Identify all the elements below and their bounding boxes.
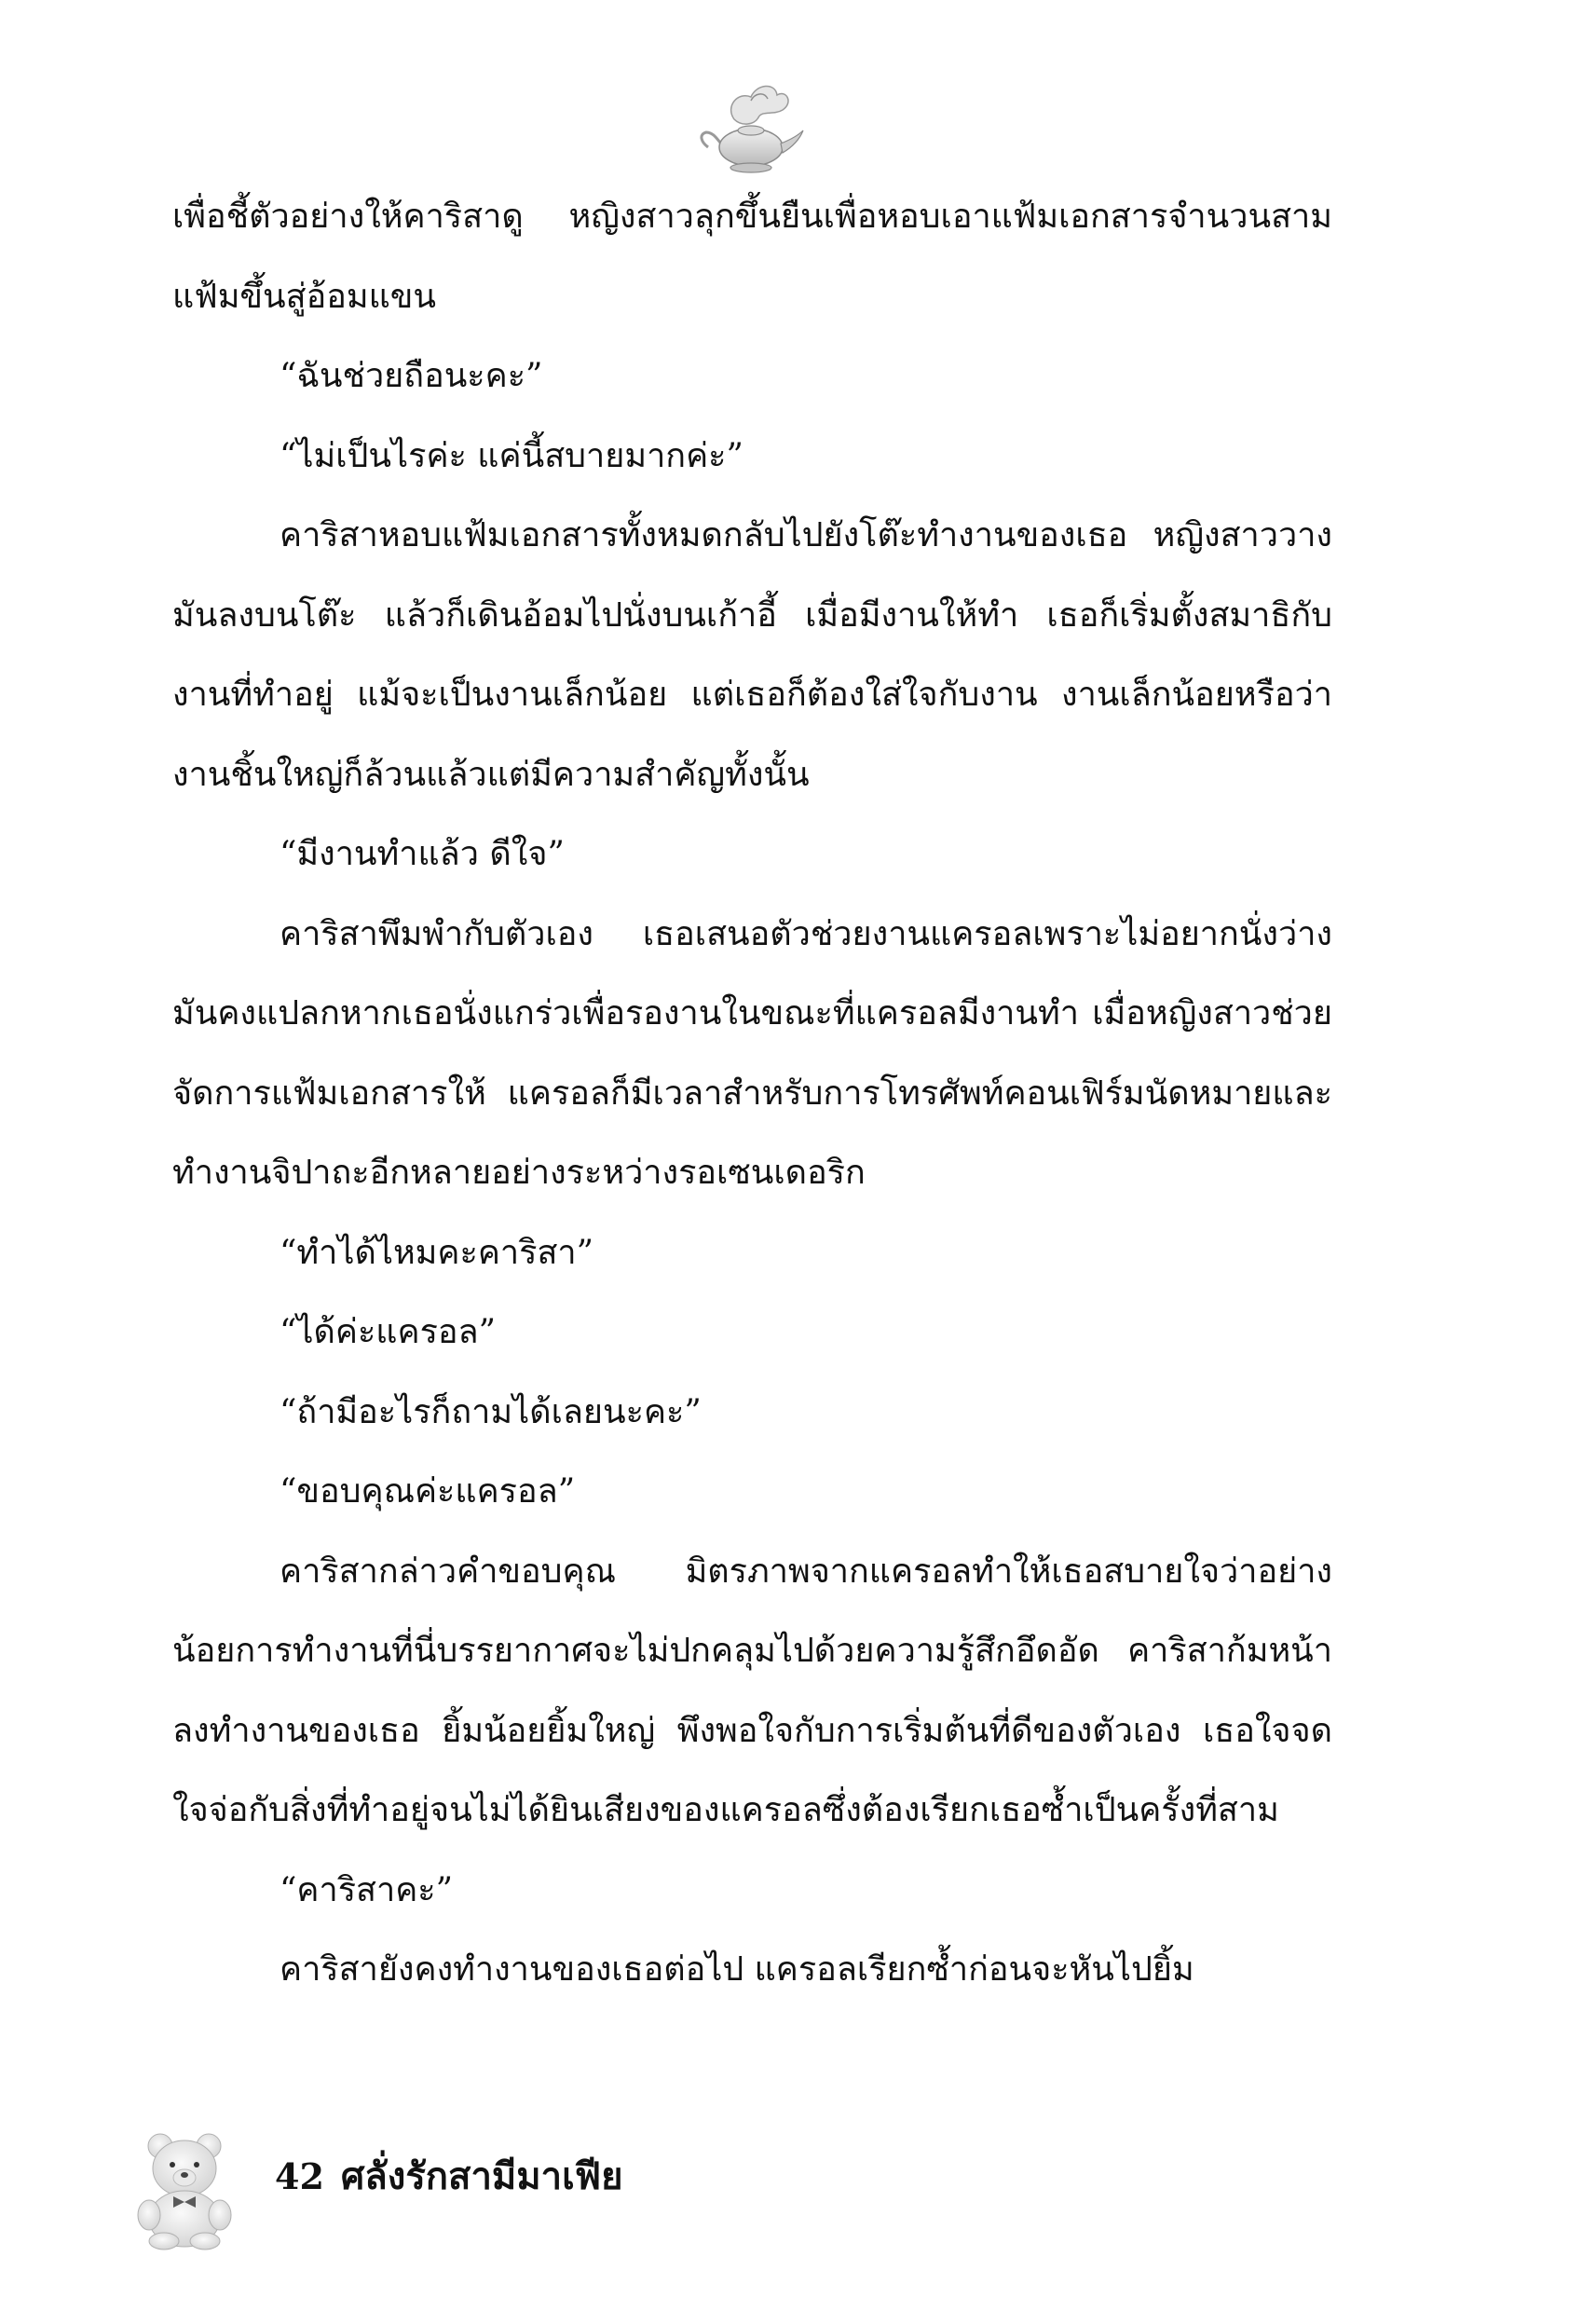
paragraph: เพื่อชี้ตัวอย่างให้คาริสาดู หญิงสาวลุกขึ้นยืนเพื่อหอบเอาแฟ้มเอกสารจำนวนสามแฟ้มขึ้นสู่อ้อมแขน — [172, 198, 1332, 316]
paragraph: “ขอบคุณค่ะแครอล” — [280, 1472, 576, 1511]
paragraph: คาริสากล่าวคำขอบคุณ มิตรภาพจากแครอลทำให้เธอสบายใจว่าอย่างน้อยการทำงานที่นี่บรรยากาศจะไม่ปกคลุมไปด้วยความรู้สึกอึดอัด คาริสาก้มหน้าลงทำงานของเธอ ยิ้มน้อยยิ้มใหญ่ พึงพอใจกับการเริ่มต้นที่ดีของตัวเอง เธอใจจดใจจ่อกับสิ่งที่ทำอยู่จนไม่ได้ยินเสียงของแครอลซึ่งต้องเรียกเธอซ้ำเป็นครั้งที่สาม — [172, 1552, 1332, 1829]
paragraph: “มีงานทำแล้ว ดีใจ” — [280, 835, 565, 873]
book-title: ศลั่งรักสามีมาเฟีย — [340, 2154, 623, 2198]
paragraph: “ฉันช่วยถือนะคะ” — [280, 357, 543, 395]
teapot-genie-icon — [697, 78, 805, 175]
paragraph: คาริสาหอบแฟ้มเอกสารทั้งหมดกลับไปยังโต๊ะทำงานของเธอ หญิงสาววางมันลงบนโต๊ะ แล้วก็เดินอ้อมไปนั่งบนเก้าอี้ เมื่อมีงานให้ทำ เธอก็เริ่มตั้งสมาธิกับงานที่ทำอยู่ แม้จะเป็นงานเล็กน้อย แต่เธอก็ต้องใส่ใจกับงาน งานเล็กน้อยหรือว่างานชิ้นใหญ่ก็ล้วนแล้วแต่มีความสำคัญทั้งนั้น — [172, 516, 1332, 794]
paragraph: คาริสาพึมพำกับตัวเอง เธอเสนอตัวช่วยงานแครอลเพราะไม่อยากนั่งว่าง มันคงแปลกหากเธอนั่งแกร่วเพื่อรองานในขณะที่แครอลมีงานทำ เมื่อหญิงสาวช่วยจัดการแฟ้มเอกสารให้ แครอลก็มีเวลาสำหรับการโทรศัพท์คอนเฟิร์มนัดหมายและทำงานจิปาถะอีกหลายอย่างระหว่างรอเซนเดอริก — [172, 914, 1332, 1192]
paragraph: “คาริสาคะ” — [280, 1870, 454, 1909]
paragraph: “ไม่เป็นไรค่ะ แค่นี้สบายมากค่ะ” — [280, 436, 743, 475]
paragraph: “ได้ค่ะแครอล” — [280, 1313, 497, 1351]
page-footer — [275, 2146, 623, 2202]
body-text — [172, 177, 1332, 2010]
paragraph: “ทำได้ไหมคะคาริสา” — [280, 1233, 594, 1272]
teddy-bear-icon — [129, 2129, 240, 2250]
paragraph: คาริสายังคงทำงานของเธอต่อไป แครอลเรียกซ้ำก่อนจะหันไปยิ้ม — [280, 1950, 1194, 1989]
page-number: 42 — [275, 2155, 324, 2197]
paragraph: “ถ้ามีอะไรก็ถามได้เลยนะคะ” — [280, 1392, 702, 1431]
